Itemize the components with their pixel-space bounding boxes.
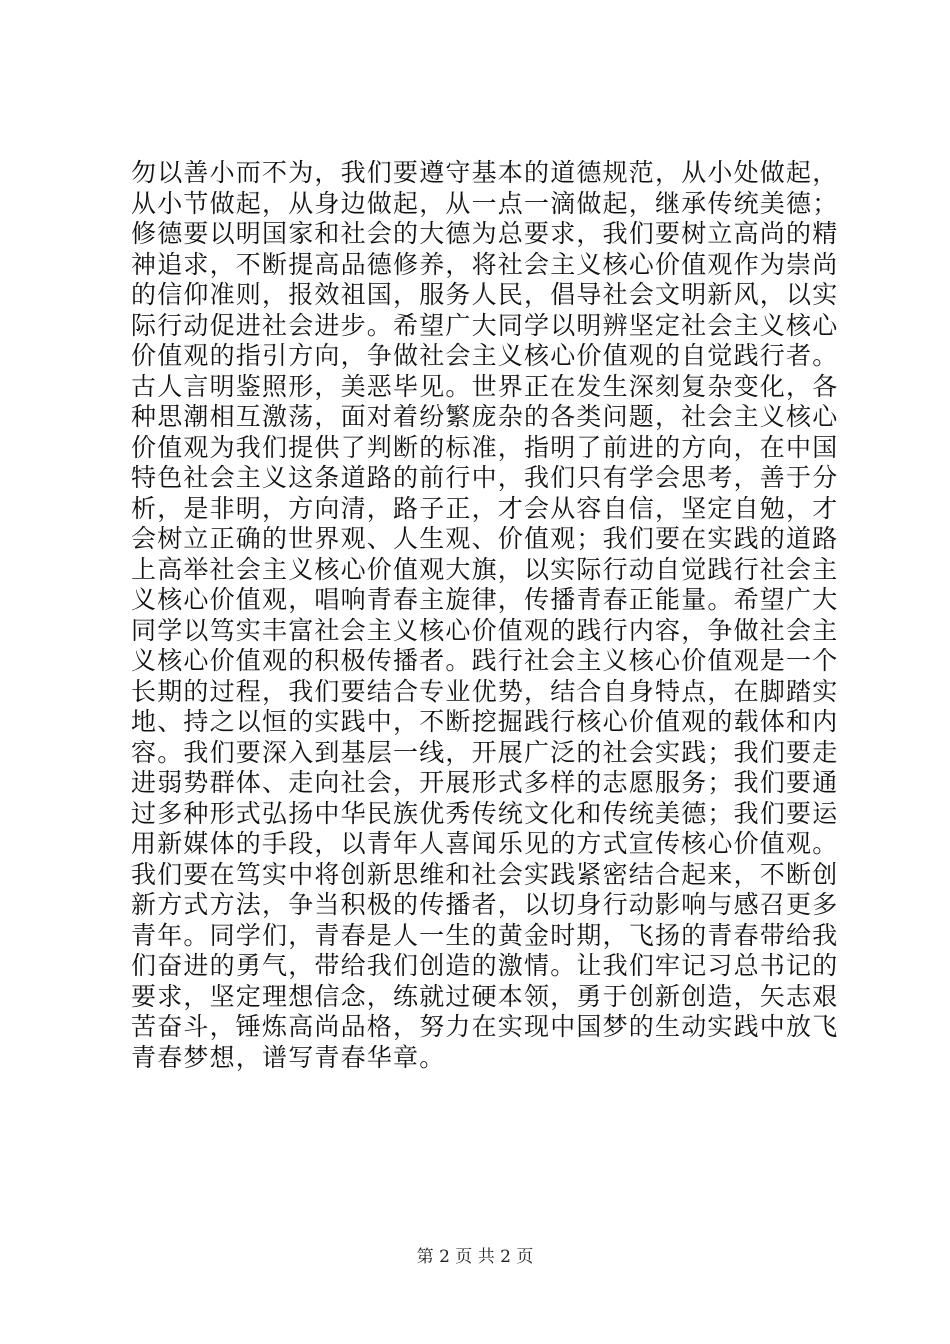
text-line: 我们要在笃实中将创新思维和社会实践紧密结合起来，不断创	[131, 859, 839, 889]
text-line: 青春梦想，谱写青春华章。	[131, 1042, 446, 1072]
text-line: 从小节做起，从身边做起，从一点一滴做起，继承传统美德；	[131, 188, 839, 218]
text-line: 价值观的指引方向，争做社会主义核心价值观的自觉践行者。	[131, 341, 839, 370]
text-line: 青年。同学们，青春是人一生的黄金时期，飞扬的青春带给我	[131, 920, 839, 950]
text-line: 地、持之以恒的实践中，不断挖掘践行核心价值观的载体和内	[131, 707, 839, 736]
text-line: 长期的过程，我们要结合专业优势，结合自身特点，在脚踏实	[131, 676, 839, 706]
text-line: 新方式方法，争当积极的传播者，以切身行动影响与感召更多	[131, 890, 839, 919]
text-line: 析，是非明，方向清，路子正，才会从容自信，坚定自勉，才	[131, 493, 839, 523]
page-number-footer: 第 2 页 共 2 页	[416, 1247, 534, 1267]
text-line: 会树立正确的世界观、人生观、价值观；我们要在实践的道路	[131, 524, 839, 553]
text-line: 勿以善小而不为，我们要遵守基本的道德规范，从小处做起，	[131, 158, 839, 187]
text-line: 进弱势群体、走向社会，开展形式多样的志愿服务；我们要通	[131, 768, 839, 797]
text-line: 容。我们要深入到基层一线，开展广泛的社会实践；我们要走	[131, 737, 839, 767]
text-line: 义核心价值观的积极传播者。践行社会主义核心价值观是一个	[131, 646, 839, 675]
text-line: 特色社会主义这条道路的前行中，我们只有学会思考，善于分	[131, 463, 839, 492]
text-line: 苦奋斗，锤炼高尚品格，努力在实现中国梦的生动实践中放飞	[131, 1012, 839, 1041]
text-line: 修德要以明国家和社会的大德为总要求，我们要树立高尚的精	[131, 219, 839, 248]
text-line: 际行动促进社会进步。希望广大同学以明辨坚定社会主义核心	[131, 310, 839, 340]
text-line: 价值观为我们提供了判断的标准，指明了前进的方向，在中国	[131, 432, 839, 462]
text-line: 种思潮相互激荡，面对着纷繁庞杂的各类问题，社会主义核心	[131, 402, 839, 431]
text-line: 要求，坚定理想信念，练就过硬本领，勇于创新创造，矢志艰	[131, 981, 839, 1011]
body-text	[131, 158, 839, 1073]
text-line: 上高举社会主义核心价值观大旗，以实际行动自觉践行社会主	[131, 554, 839, 584]
text-line: 用新媒体的手段，以青年人喜闻乐见的方式宣传核心价值观。	[131, 829, 839, 858]
text-line: 们奋进的勇气，带给我们创造的激情。让我们牢记习总书记的	[131, 951, 839, 980]
text-line: 同学以笃实丰富社会主义核心价值观的践行内容，争做社会主	[131, 615, 839, 645]
text-line: 神追求，不断提高品德修养，将社会主义核心价值观作为崇尚	[131, 249, 839, 279]
text-line: 过多种形式弘扬中华民族优秀传统文化和传统美德；我们要运	[131, 798, 839, 828]
text-line: 古人言明鉴照形，美恶毕见。世界正在发生深刻复杂变化，各	[131, 371, 839, 401]
text-line: 的信仰准则，报效祖国，服务人民，倡导社会文明新风，以实	[131, 280, 839, 309]
text-line: 义核心价值观，唱响青春主旋律，传播青春正能量。希望广大	[131, 585, 839, 614]
